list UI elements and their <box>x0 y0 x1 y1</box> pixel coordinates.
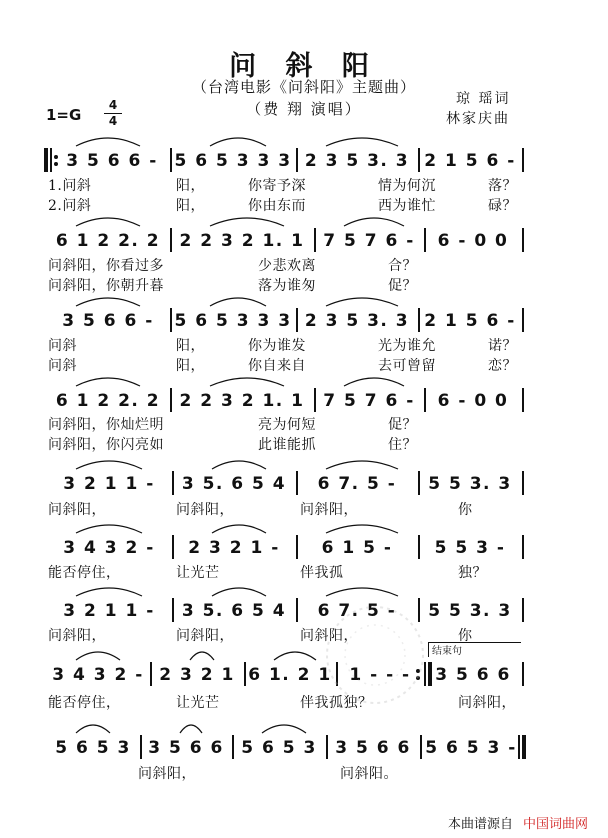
lyric-text: 恋？ <box>488 358 517 374</box>
lyric-text: 独？ <box>458 565 487 581</box>
measure-notes: 6 - 0 0 <box>437 391 509 411</box>
song-title: 问 斜 阳 <box>229 51 379 82</box>
lyric-text: 你为谁发 <box>248 338 306 354</box>
lyric-text: 你自来自 <box>248 358 306 374</box>
lyric-text: 问斜阳， <box>138 766 196 782</box>
lyric-text: 情为何沉 <box>378 178 436 194</box>
measure-notes: 3 5. 6 5 4 <box>181 474 287 494</box>
key-signature: 1=G <box>46 106 82 124</box>
measure-notes: 2 3 2 1 <box>159 665 235 685</box>
lyric-text: 问斜阳，你灿烂明 <box>48 417 164 433</box>
lyric-text: 问斜阳， <box>176 628 234 644</box>
measure-notes: 3 5 6 6 <box>148 738 224 758</box>
slur <box>76 378 140 386</box>
measure-notes: 2 3 5 3. 3 <box>304 311 410 331</box>
footer <box>448 813 588 832</box>
slur <box>344 218 404 226</box>
measure-notes: 3 2 1 1 - <box>63 474 155 494</box>
lyric-text: 让光芒 <box>176 565 220 581</box>
measure-notes: 6 7. 5 - <box>317 601 397 621</box>
lyric-line <box>48 436 518 454</box>
measure-notes: 2 2 3 2 1. 1 <box>179 391 305 411</box>
lyric-text: 问斜阳，你看过多 <box>48 258 164 274</box>
lyric-text: 问斜 <box>48 338 77 354</box>
lyric-text: 诺？ <box>488 338 517 354</box>
lyric-line <box>48 337 518 355</box>
slur <box>76 138 140 146</box>
slur <box>212 525 266 533</box>
singer-credit: （费 翔 演唱） <box>246 100 362 118</box>
lyric-text: 合？ <box>388 258 417 274</box>
measure-notes: 2 3 2 1 - <box>188 538 280 558</box>
lyric-text: 问斜阳， <box>176 502 234 518</box>
lyric-text: 阳， <box>176 178 205 194</box>
lyric-text: 你由东而 <box>248 198 306 214</box>
time-signature <box>104 98 122 129</box>
ending-label: 结束句 <box>432 646 462 657</box>
lyric-text: 问斜阳。 <box>340 766 398 782</box>
slur <box>326 588 398 596</box>
measure-notes: 6 7. 5 - <box>317 474 397 494</box>
slur-marks <box>0 451 608 481</box>
measure-notes: 3 5 6 6 - <box>66 151 158 171</box>
watermark-seal <box>310 600 440 710</box>
measure-notes: 2 1 5 6 - <box>424 311 516 331</box>
lyric-text: 伴我孤独？ <box>300 695 373 711</box>
lyric-text: 能否停住， <box>48 695 121 711</box>
footer-source: 本曲谱源自 <box>448 817 514 832</box>
measure-notes: 1 - - - <box>349 665 411 685</box>
lyric-text: 西为谁忙 <box>378 198 436 214</box>
slur <box>212 588 266 596</box>
slur <box>76 725 110 733</box>
slur-marks <box>0 515 608 545</box>
lyric-text: 问斜阳， <box>458 695 516 711</box>
measure-notes: 5 6 5 3 <box>55 738 131 758</box>
lyric-line <box>48 277 518 295</box>
slur <box>326 525 398 533</box>
lyric-text: 碌？ <box>488 198 517 214</box>
measure-notes: 3 5. 6 5 4 <box>181 601 287 621</box>
lyric-text: 住？ <box>388 437 417 453</box>
slur-marks <box>0 578 608 608</box>
slur <box>212 461 266 469</box>
measure-notes: 5 5 3 - <box>434 538 506 558</box>
measure-notes: 3 4 3 2 - <box>52 665 144 685</box>
lyric-line <box>48 357 518 375</box>
slur <box>76 461 142 469</box>
lyric-text: 伴我孤 <box>300 565 344 581</box>
lyric-text: 问斜阳，你朝升暮 <box>48 278 164 294</box>
lyric-line <box>48 177 518 195</box>
slur <box>210 138 266 146</box>
lyric-line <box>48 257 518 275</box>
lyric-line <box>48 197 518 215</box>
slur <box>210 378 284 386</box>
slur <box>76 298 140 306</box>
measure-notes: 6 1 2 2. 2 <box>55 231 161 251</box>
slur <box>326 298 398 306</box>
slur <box>76 525 142 533</box>
measure-notes: 7 5 7 6 - <box>323 391 415 411</box>
lyric-line <box>48 694 518 712</box>
measure-notes: 2 3 5 3. 3 <box>304 151 410 171</box>
slur <box>210 298 266 306</box>
lyric-text: 落为谁匆 <box>258 278 316 294</box>
measure-notes: 6 1 5 - <box>321 538 393 558</box>
lyric-text: 问斜阳， <box>300 628 358 644</box>
measure-notes: 5 6 5 3 <box>241 738 317 758</box>
lyric-line <box>48 501 518 519</box>
slur <box>190 652 214 660</box>
slur <box>180 725 202 733</box>
slur-marks <box>0 715 608 745</box>
lyric-text: 问斜阳， <box>48 502 106 518</box>
lyric-text: 促？ <box>388 417 417 433</box>
measure-notes: 6 1. 2 1 <box>248 665 332 685</box>
slur <box>76 218 140 226</box>
measure-notes: 5 5 3. 3 <box>428 601 512 621</box>
slur <box>326 138 398 146</box>
slur <box>262 725 306 733</box>
measure-notes: 3 5 6 6 <box>435 665 511 685</box>
lyric-text: 问斜阳，你闪亮如 <box>48 437 164 453</box>
lyric-text: 1.问斜 <box>48 178 92 194</box>
lyric-text: 你 <box>458 628 473 644</box>
slur <box>344 378 404 386</box>
lyric-text: 问斜阳， <box>48 628 106 644</box>
slur <box>76 652 120 660</box>
lyric-text: 落？ <box>488 178 517 194</box>
lyric-text: 促？ <box>388 278 417 294</box>
measure-notes: 6 1 2 2. 2 <box>55 391 161 411</box>
lyric-text: 阳， <box>176 198 205 214</box>
measure-notes: 2 2 3 2 1. 1 <box>179 231 305 251</box>
measure-notes: 5 5 3. 3 <box>428 474 512 494</box>
lyric-text: 你 <box>458 502 473 518</box>
slur <box>76 588 142 596</box>
measure-notes: 5 6 5 3 3 3 <box>174 151 292 171</box>
lyric-text: 少悲欢离 <box>258 258 316 274</box>
lyric-text: 此谁能抓 <box>258 437 316 453</box>
composer-credit: 林家庆曲 <box>446 111 510 127</box>
measure-notes: 5 6 5 3 - <box>425 738 517 758</box>
lyric-text: 阳， <box>176 338 205 354</box>
lyric-text: 能否停住， <box>48 565 121 581</box>
lyric-text: 让光芒 <box>176 695 220 711</box>
time-signature-top: 4 <box>104 98 122 114</box>
lyric-text: 去可曾留 <box>378 358 436 374</box>
lyricist-credit: 琼 瑶词 <box>456 91 511 107</box>
slur-marks <box>0 128 608 158</box>
lyric-line <box>48 564 518 582</box>
footer-site: 中国词曲网 <box>523 817 589 832</box>
measure-notes: 3 5 6 6 <box>335 738 411 758</box>
measure-notes: 5 6 5 3 3 3 <box>174 311 292 331</box>
lyric-text: 光为谁允 <box>378 338 436 354</box>
measure-notes: 3 2 1 1 - <box>63 601 155 621</box>
measure-notes: 6 - 0 0 <box>437 231 509 251</box>
ending-bracket <box>428 642 521 657</box>
lyric-line <box>48 765 518 783</box>
measure-notes: 2 1 5 6 - <box>424 151 516 171</box>
measure-notes: 3 4 3 2 - <box>63 538 155 558</box>
slur <box>210 218 284 226</box>
song-subtitle: （台湾电影《问斜阳》主题曲） <box>191 78 416 96</box>
lyric-text: 阳， <box>176 358 205 374</box>
lyric-line <box>48 416 518 434</box>
measure-notes: 3 5 6 6 - <box>62 311 154 331</box>
time-signature-bottom: 4 <box>108 114 118 128</box>
slur <box>326 461 398 469</box>
lyric-text: 你寄予深 <box>248 178 306 194</box>
lyric-text: 亮为何短 <box>258 417 316 433</box>
lyric-text: 问斜阳， <box>300 502 358 518</box>
lyric-text: 2.问斜 <box>48 198 92 214</box>
lyric-text: 问斜 <box>48 358 77 374</box>
measure-notes: 7 5 7 6 - <box>323 231 415 251</box>
